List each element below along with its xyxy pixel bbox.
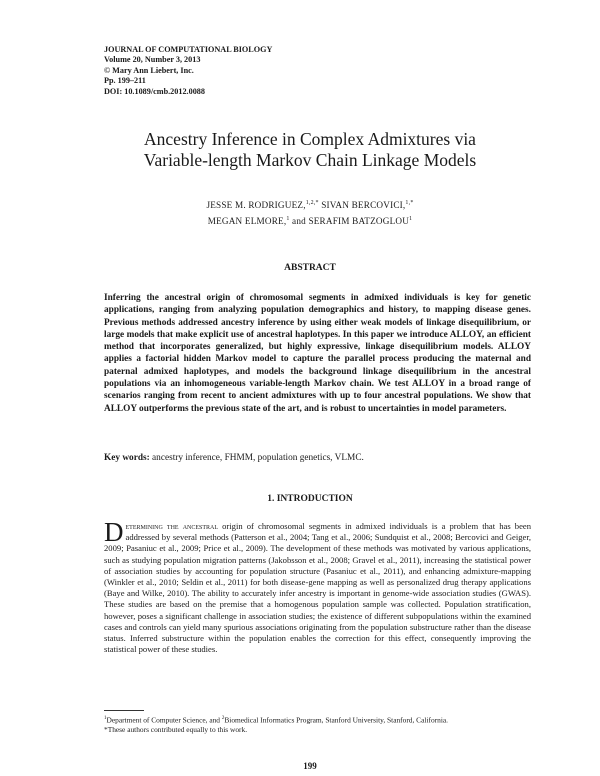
author-elmore-affiliation: 1 (286, 216, 290, 223)
abstract-heading: ABSTRACT (284, 263, 336, 273)
keywords-text: ancestry inference, FHMM, population genetics, VLMC. (152, 453, 364, 463)
author-bercovici: SIVAN BERCOVICI, (321, 200, 406, 211)
abstract-text: Inferring the ancestral origin of chromosomal segments in admixed individuals is key for genetic applications, ranging from analyzing population demographics and history, to mapping disease genes. Previous methods addressed ancestry inference by using either weak models of linkage disequilibrium, or large models that make explicit use of ancestral haplotypes. In this paper we introduce ALLOY, an efficient method that incorporates generalized, but highly expressive, linkage disequilibrium models. ALLOY applies a factorial hidden Markov model to capture the parallel process producing the maternal and paternal admixed haplotypes, and models the background linkage disequilibrium in the ancestral populations via an inhomogeneous variable-length Markov chain. We test ALLOY in a broad range of scenarios ranging from recent to ancient admixtures with up to four ancestral populations. We show that ALLOY outperforms the previous state of the art, and is robust to uncertainties in model parameters. (104, 293, 531, 414)
footnotes (104, 714, 531, 735)
introduction-paragraph (104, 517, 531, 655)
footnote-affiliations: $^1$Department of Computer Science, and $^2$Biomedical Informatics Program, Stanford University, Stanford, California. (104, 715, 448, 725)
author-batzoglou-affiliation: 1 (409, 216, 413, 223)
footnote-equal-contribution: *These authors contributed equally to this work. (104, 725, 248, 735)
author-elmore: MEGAN ELMORE, (207, 216, 287, 227)
author-batzoglou: SERAFIM BATZOGLOU (308, 216, 410, 227)
author-list (60, 196, 560, 228)
footnote-divider (104, 710, 144, 711)
page-number: 199 (303, 761, 317, 771)
author-bercovici-affiliation: 1,* (405, 200, 414, 206)
journal-pages: Pp. 199–211 (104, 76, 146, 86)
author-rodriguez-affiliation: 1,2,* (305, 200, 319, 206)
journal-doi: DOI: 10.1089/cmb.2012.0088 (104, 86, 205, 96)
title-line-1: Ancestry Inference in Complex Admixtures via (144, 129, 476, 149)
author-rodriguez: JESSE M. RODRIGUEZ, (206, 200, 306, 211)
journal-publisher: © Mary Ann Liebert, Inc. (104, 65, 194, 75)
journal-header (104, 45, 272, 97)
title-line-2: Variable-length Markov Chain Linkage Models (143, 150, 477, 170)
intro-text: origin of chromosomal segments in admixed individuals is a problem that has been addressed by several methods (Patterson et al., 2004; Tang et al., 2006; Sundquist et al., 2008; Bercovici and Geiger, 2009; Pasaniuc et al., 2009; Price et al., 2009). The development of these methods was motivated by various applications, such as studying population migration patterns (Jakobsson et al., 2008; Gravel et al., 2011), increasing the statistical power of association studies by accounting for population structure (Pasaniuc et al., 2011), and enhancing admixture-mapping (Winkler et al., 2010; Seldin et al., 2011) for both disease-gene mapping as well as personalized drug therapy applications (Baye and Wilke, 2010). The ability to accurately infer ancestry is important in genome-wide association studies (GWAS). These studies are based on the premise that a homogenous population sample was collected. Population stratification, however, poses a significant challenge in association studies; the existence of different subpopulations within the examined cases and controls can yield many spurious associations originating from the population substructure rather than the disease status. Inferred substructure within the population enables the correction for this effect, consequently improving the statistical power of these studies. (104, 521, 531, 655)
intro-smallcaps-lead: etermining the ancestral (125, 521, 219, 531)
drop-cap: D (104, 517, 124, 547)
paper-title (60, 129, 560, 171)
section-heading-introduction: 1. INTRODUCTION (267, 494, 353, 504)
keywords-label: Key words: (104, 453, 150, 463)
journal-name: JOURNAL OF COMPUTATIONAL BIOLOGY (104, 45, 273, 54)
author-conjunction: and (289, 216, 306, 227)
journal-volume: Volume 20, Number 3, 2013 (104, 55, 201, 65)
keywords (104, 452, 531, 464)
